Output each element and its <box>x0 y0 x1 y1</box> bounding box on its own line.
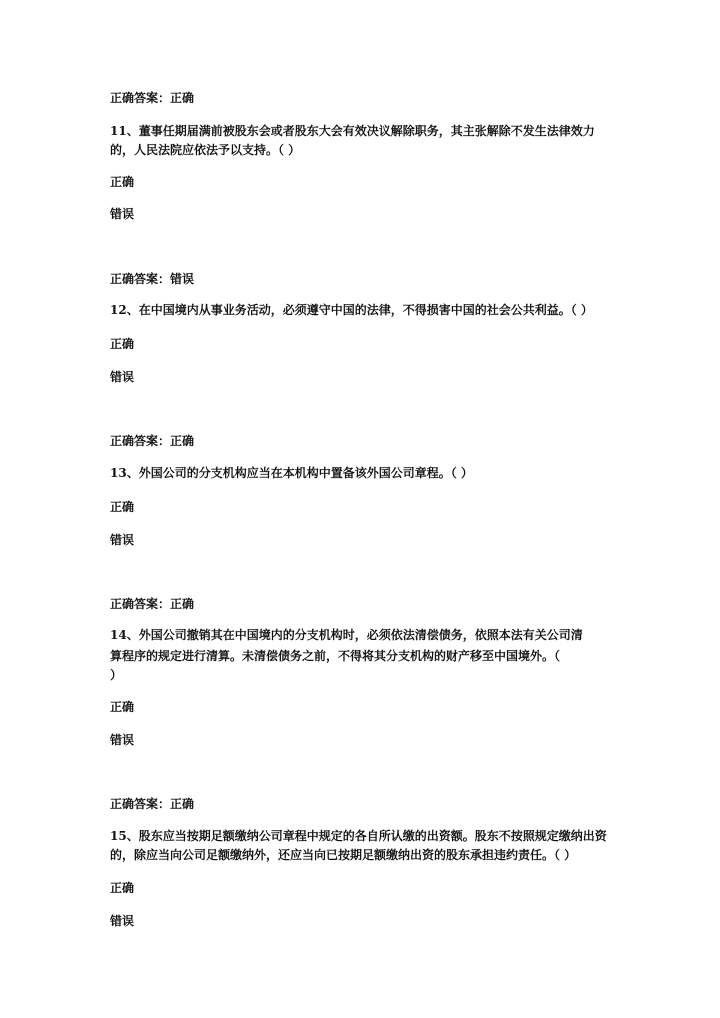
answer-13: 正确答案：正确 <box>110 597 195 611</box>
q15-option-false[interactable]: 错误 <box>110 914 135 928</box>
q12-option-true[interactable]: 正确 <box>110 337 135 351</box>
q11-option-true[interactable]: 正确 <box>110 175 135 189</box>
question-13: 13、外国公司的分支机构应当在本机构中置备该外国公司章程。（ ） <box>110 466 473 480</box>
q14-option-false[interactable]: 错误 <box>110 733 135 747</box>
question-15: 15、股东应当按期足额缴纳公司章程中规定的各自所认缴的出资额。股东不按照规定缴纳出资的，除应当向公司足额缴纳外，还应当向已按期足额缴纳出资的股东承担违约责任。（ ） <box>110 829 607 862</box>
q11-option-false[interactable]: 错误 <box>110 207 135 221</box>
q13-option-true[interactable]: 正确 <box>110 500 135 514</box>
question-11: 11、董事任期届满前被股东会或者股东大会有效决议解除职务，其主张解除不发生法律效力的，人民法院应依法予以支持。（ ） <box>110 124 595 157</box>
answer-14: 正确答案：正确 <box>110 797 195 811</box>
answer-10: 正确答案：正确 <box>110 91 195 105</box>
question-14-line-1: 14、外国公司撤销其在中国境内的分支机构时，必须依法清偿债务，依照本法有关公司清 <box>110 628 583 642</box>
q14-option-true[interactable]: 正确 <box>110 700 135 714</box>
answer-12: 正确答案：正确 <box>110 434 195 448</box>
q13-option-false[interactable]: 错误 <box>110 533 135 547</box>
question-14-line-2: 算程序的规定进行清算。未清偿债务之前，不得将其分支机构的财产移至中国境外。（ <box>110 649 561 663</box>
q12-option-false[interactable]: 错误 <box>110 370 135 384</box>
question-14-line-3: ） <box>110 668 123 682</box>
q15-option-true[interactable]: 正确 <box>110 881 135 895</box>
answer-11: 正确答案：错误 <box>110 272 195 286</box>
question-12: 12、在中国境内从事业务活动，必须遵守中国的法律，不得损害中国的社会公共利益。（ ） <box>110 303 593 317</box>
